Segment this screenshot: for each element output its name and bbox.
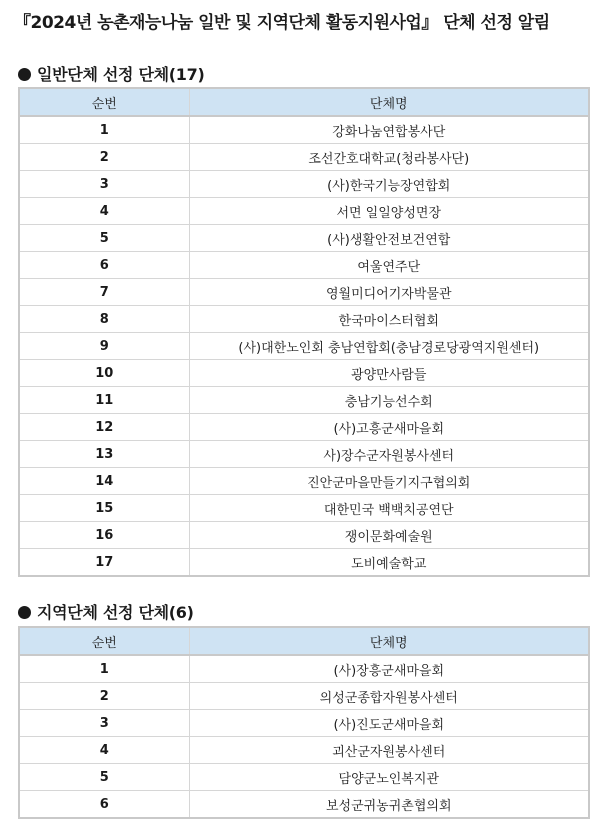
general-heading-text: 일반단체 선정 단체(17) [37,65,205,84]
general-section-heading [18,62,204,85]
group-name: (사)한국기능장연합회 [189,171,589,198]
row-number: 12 [19,414,189,441]
table-row [19,683,589,710]
row-number: 2 [19,683,189,710]
row-number: 15 [19,495,189,522]
column-header-name: 단체명 [189,627,589,655]
column-header-name: 단체명 [189,88,589,116]
row-number: 10 [19,360,189,387]
table-row [19,764,589,791]
regional-heading-text: 지역단체 선정 단체(6) [37,603,194,622]
group-name: 강화나눔연합봉사단 [189,116,589,144]
general-groups-table [18,87,590,577]
group-name: 진안군마을만들기지구협의회 [189,468,589,495]
table-row [19,198,589,225]
page-title: 『2024년 농촌재능나눔 일반 및 지역단체 활동지원사업』 단체 선정 알림 [14,13,550,33]
row-number: 4 [19,737,189,764]
row-number: 13 [19,441,189,468]
group-name: (사)고흥군새마을회 [189,414,589,441]
table-row [19,655,589,683]
table-row [19,279,589,306]
group-name: 쟁이문화예술원 [189,522,589,549]
table-row [19,333,589,360]
row-number: 6 [19,252,189,279]
table-header-row [19,88,589,116]
table-row [19,306,589,333]
column-header-number: 순번 [19,88,189,116]
table-row [19,549,589,577]
row-number: 3 [19,171,189,198]
table-row [19,522,589,549]
group-name: 보성군귀농귀촌협의회 [189,791,589,819]
table-row [19,171,589,198]
column-header-number: 순번 [19,627,189,655]
group-name: 도비예술학교 [189,549,589,577]
group-name: (사)대한노인회 충남연합회(충남경로당광역지원센터) [189,333,589,360]
table-row [19,225,589,252]
table-row [19,144,589,171]
table-row [19,791,589,819]
row-number: 16 [19,522,189,549]
bullet-icon [18,606,31,619]
row-number: 7 [19,279,189,306]
group-name: 광양만사람들 [189,360,589,387]
row-number: 1 [19,655,189,683]
group-name: 조선간호대학교(청라봉사단) [189,144,589,171]
row-number: 5 [19,225,189,252]
group-name: (사)생활안전보건연합 [189,225,589,252]
row-number: 5 [19,764,189,791]
group-name: 한국마이스터협회 [189,306,589,333]
row-number: 14 [19,468,189,495]
row-number: 11 [19,387,189,414]
regional-section-heading [18,600,194,623]
row-number: 6 [19,791,189,819]
group-name: 영월미디어기자박물관 [189,279,589,306]
row-number: 9 [19,333,189,360]
group-name: 의성군종합자원봉사센터 [189,683,589,710]
group-name: 사)장수군자원봉사센터 [189,441,589,468]
group-name: (사)장흥군새마을회 [189,655,589,683]
table-row [19,252,589,279]
table-row [19,414,589,441]
group-name: (사)진도군새마을회 [189,710,589,737]
table-row [19,468,589,495]
row-number: 3 [19,710,189,737]
table-row [19,737,589,764]
table-header-row [19,627,589,655]
group-name: 여울연주단 [189,252,589,279]
row-number: 17 [19,549,189,577]
bullet-icon [18,68,31,81]
regional-groups-table [18,626,590,819]
group-name: 괴산군자원봉사센터 [189,737,589,764]
group-name: 서면 일일양성면장 [189,198,589,225]
table-row [19,441,589,468]
table-row [19,387,589,414]
row-number: 4 [19,198,189,225]
table-row [19,495,589,522]
row-number: 8 [19,306,189,333]
row-number: 1 [19,116,189,144]
table-row [19,360,589,387]
row-number: 2 [19,144,189,171]
group-name: 담양군노인복지관 [189,764,589,791]
table-row [19,710,589,737]
group-name: 대한민국 백백치공연단 [189,495,589,522]
table-row [19,116,589,144]
group-name: 충남기능선수회 [189,387,589,414]
